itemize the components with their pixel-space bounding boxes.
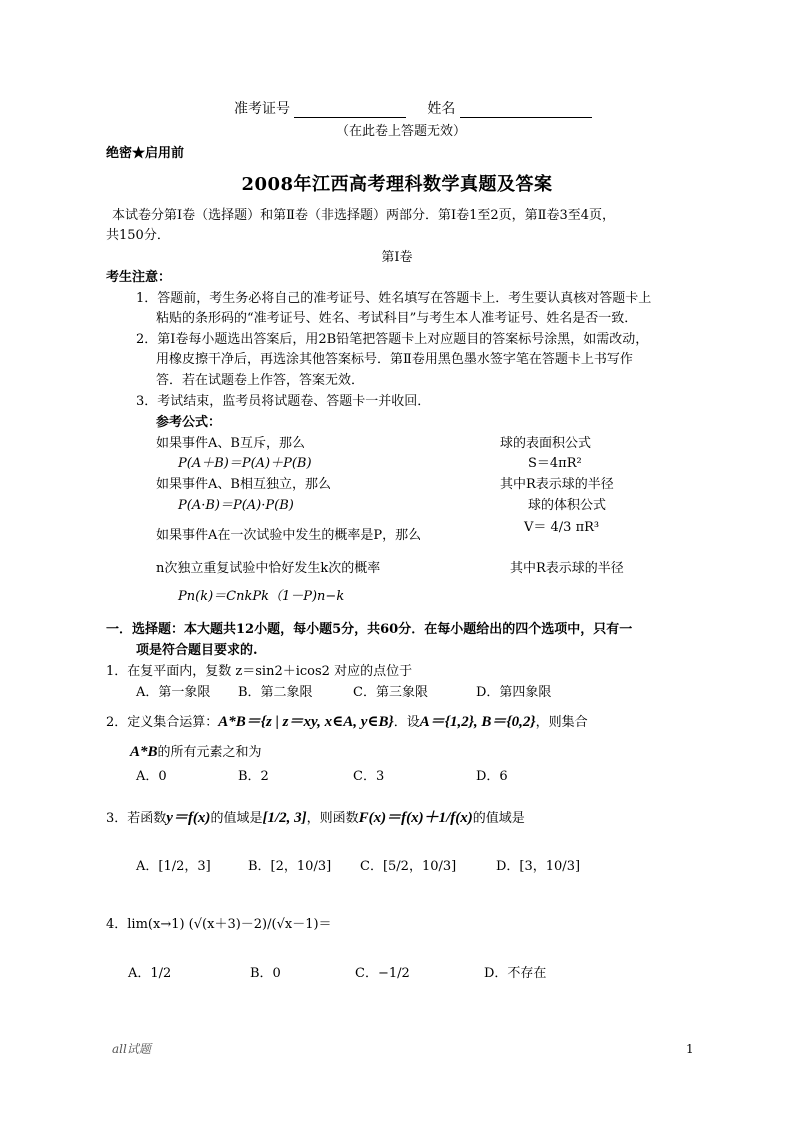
q4-stem: 4．lim(x→1) (√(x＋3)－2)/(√x－1)＝ [106, 917, 332, 932]
formula-indep: 如果事件A、B相互独立，那么 [156, 477, 331, 492]
formula-prob: 如果事件A在一次试验中发生的概率是P，那么 [156, 528, 422, 543]
q3-stem-g: 1/f(x) [438, 810, 473, 826]
q4-option-a: A．1/2 [128, 966, 172, 981]
sphere-vol-label: 球的体积公式 [528, 498, 607, 513]
formula-binom-expr: Pn(k)＝CnkPk（1－P)n−k [178, 589, 345, 604]
q3-stem-a: 3．若函数 [106, 811, 167, 826]
q2-option-a: A．0 [136, 769, 167, 784]
secret-label: 绝密★启用前 [106, 146, 185, 161]
formula-mutex: 如果事件A、B互斥，那么 [156, 436, 305, 451]
intro-line-1: 本试卷分第Ⅰ卷（选择题）和第Ⅱ卷（非选择题）两部分．第Ⅰ卷1至2页，第Ⅱ卷3至4页， [112, 208, 616, 223]
footer-left-text: all试题 [112, 1042, 151, 1056]
q2-stem-line-1 [106, 710, 588, 731]
q1-stem: 1．在复平面内，复数 z＝sin2＋icos2 对应的点位于 [106, 664, 413, 679]
notice-item-2-line-2: 用橡皮擦干净后，再选涂其他答案标号．第Ⅱ卷用黑色墨水签字笔在答题卡上书写作 [156, 352, 633, 367]
notice-item-1-line-2: 粘贴的条形码的“准考证号、姓名、考试科目”与考生本人准考证号、姓名是否一致． [156, 311, 638, 326]
q2-stem-g: 的所有元素之和为 [157, 745, 262, 760]
q3-stem-h: 的值域是 [472, 811, 525, 826]
q3-stem-b: y＝f(x) [166, 810, 211, 826]
q2-stem-b: A*B＝{z | z＝xy, x∈A, y∈B} [218, 714, 394, 730]
notice-item-2-line-1: 2．第Ⅰ卷每小题选出答案后，用2B铅笔把答题卡上对应题目的答案标号涂黑，如需改动， [136, 332, 649, 347]
q4-option-d: D．不存在 [484, 966, 547, 981]
invalid-note: （在此卷上答题无效） [336, 124, 467, 139]
exam-id-label: 准考证号 [234, 101, 290, 117]
sphere-vol-formula: V＝ 4/3 πR³ [524, 520, 600, 535]
notice-heading: 考生注意： [106, 270, 172, 285]
radius-note-2: 其中R表示球的半径 [510, 561, 624, 576]
notice-item-3: 3．考试结束，监考员将试题卷、答题卡一并收回． [136, 394, 431, 409]
intro-line-2: 共150分． [106, 228, 170, 243]
notice-item-1-line-1: 1．答题前，考生务必将自己的准考证号、姓名填写在答题卡上．考生要认真核对答题卡上 [136, 291, 652, 306]
q3-stem-f: F(x)＝f(x)＋ [358, 810, 439, 826]
q2-option-b: B．2 [238, 769, 269, 784]
q3-option-d: D．[3，10/3] [496, 859, 581, 874]
q3-option-a: A．[1/2，3] [136, 859, 211, 874]
page-number: 1 [686, 1042, 694, 1056]
volume-label: 第Ⅰ卷 [381, 250, 413, 265]
q1-option-d: D．第四象限 [476, 685, 552, 700]
q2-option-d: D．6 [476, 769, 508, 784]
q2-stem-f: A*B [130, 744, 158, 760]
q3-stem-c: 的值域是 [210, 811, 263, 826]
q2-stem-c: ．设 [393, 715, 420, 730]
section1-line-1: 一．选择题：本大题共12小题，每小题5分，共60分．在每小题给出的四个选项中，只有一 [106, 622, 633, 637]
formula-binom: n次独立重复试验中恰好发生k次的概率 [156, 561, 381, 576]
name-blank [460, 103, 592, 118]
q1-option-b: B．第二象限 [238, 685, 313, 700]
q1-option-c: C．第三象限 [353, 685, 428, 700]
formula-indep-expr: P(A·B)＝P(A)·P(B) [178, 498, 294, 513]
q2-stem-e: ，则集合 [535, 715, 588, 730]
q3-option-c: C．[5/2，10/3] [360, 859, 457, 874]
q2-stem-a: 2．定义集合运算： [106, 715, 219, 730]
q4-option-c: C．−1/2 [355, 966, 410, 981]
formulas-heading: 参考公式： [156, 415, 222, 430]
name-label: 姓名 [427, 101, 456, 117]
q3-stem-d: [1/2, 3] [262, 810, 307, 826]
q2-option-c: C．3 [353, 769, 385, 784]
page-title: 2008年江西高考理科数学真题及答案 [241, 174, 553, 195]
sphere-area-formula: S＝4πR² [528, 456, 582, 471]
exam-id-field [234, 98, 592, 118]
q4-option-b: B．0 [250, 966, 281, 981]
section1-line-2: 项是符合题目要求的. [136, 643, 258, 658]
exam-id-blank [294, 103, 406, 118]
q3-stem-e: ，则函数 [306, 811, 359, 826]
q3-stem [106, 806, 525, 827]
q1-option-a: A．第一象限 [136, 685, 211, 700]
q2-stem-d: A＝{1,2}, B＝{0,2} [419, 714, 536, 730]
q2-stem-line-2 [130, 741, 262, 761]
radius-note-1: 其中R表示球的半径 [500, 477, 614, 492]
sphere-area-label: 球的表面积公式 [500, 436, 592, 451]
q3-option-b: B．[2，10/3] [248, 859, 332, 874]
notice-item-2-line-3: 答．若在试题卷上作答，答案无效． [156, 373, 365, 388]
formula-mutex-expr: P(A＋B)＝P(A)＋P(B) [178, 456, 312, 471]
